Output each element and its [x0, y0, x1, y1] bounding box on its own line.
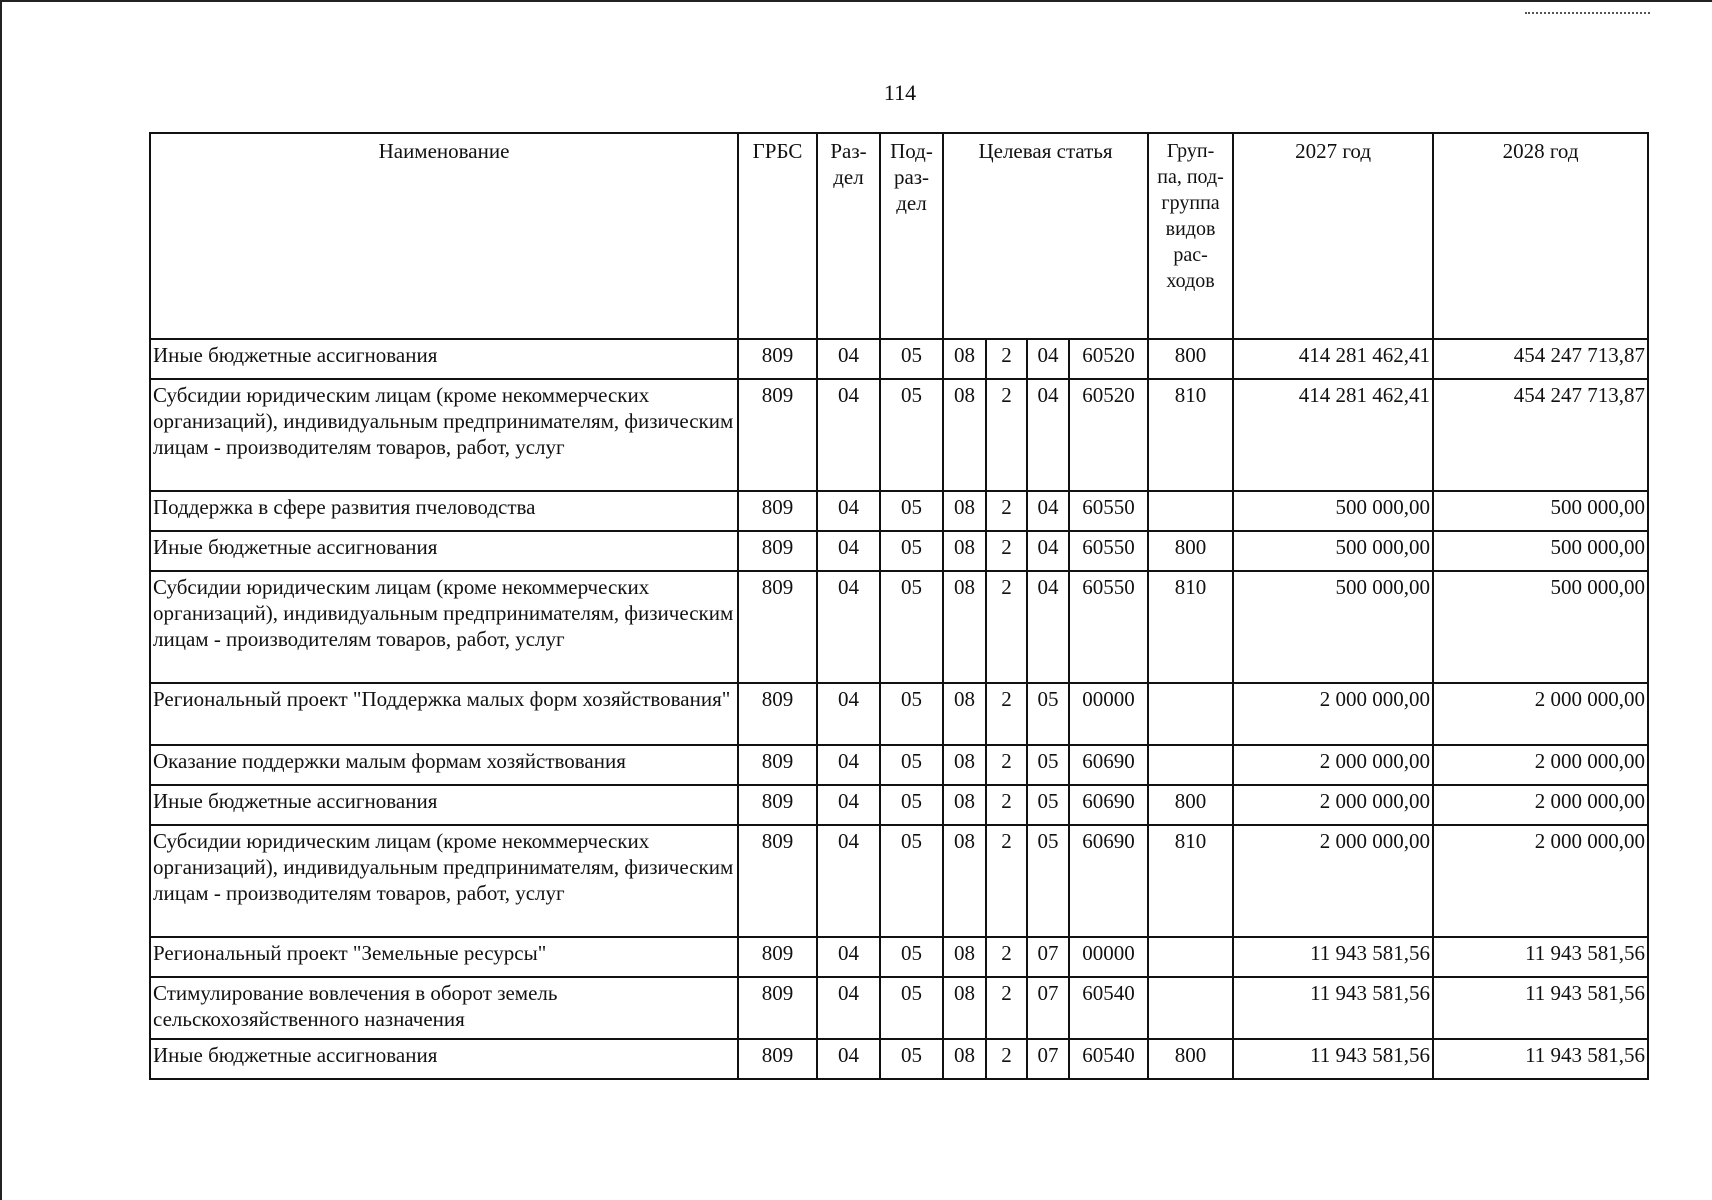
- table-cell-target-direction: 00000: [1069, 937, 1148, 977]
- table-cell-target-type: 2: [986, 1039, 1027, 1079]
- table-cell-target-type: 2: [986, 491, 1027, 531]
- table-cell-name: Оказание поддержки малым формам хозяйствования: [150, 745, 738, 785]
- table-cell-name: Субсидии юридическим лицам (кроме некоммерческих организаций), индивидуальным предпринимателям, физическим лицам - производителям товаров, работ, услуг: [150, 379, 738, 491]
- table-cell-2028: 500 000,00: [1433, 491, 1648, 531]
- table-cell-podrazdel: 05: [880, 937, 943, 977]
- table-cell-expense-group: [1148, 977, 1233, 1039]
- table-cell-name: Иные бюджетные ассигнования: [150, 531, 738, 571]
- scan-border-left: [0, 0, 2, 1200]
- table-cell-target-program: 08: [943, 977, 986, 1039]
- table-row: [150, 745, 1648, 785]
- table-cell-2027: 11 943 581,56: [1233, 937, 1433, 977]
- table-cell-grbs: 809: [738, 491, 817, 531]
- table-cell-name: Поддержка в сфере развития пчеловодства: [150, 491, 738, 531]
- table-cell-target-program: 08: [943, 491, 986, 531]
- table-cell-target-element: 05: [1027, 785, 1069, 825]
- table-cell-podrazdel: 05: [880, 571, 943, 683]
- table-cell-razdel: 04: [817, 531, 880, 571]
- table-cell-2028: 11 943 581,56: [1433, 977, 1648, 1039]
- table-cell-2028: 500 000,00: [1433, 571, 1648, 683]
- table-cell-razdel: 04: [817, 1039, 880, 1079]
- table-cell-expense-group: [1148, 937, 1233, 977]
- table-cell-grbs: 809: [738, 1039, 817, 1079]
- header-podrazdel: Под- раз- дел: [880, 133, 943, 339]
- table-cell-expense-group: [1148, 491, 1233, 531]
- table-cell-target-element: 04: [1027, 379, 1069, 491]
- table-cell-target-type: 2: [986, 937, 1027, 977]
- table-cell-2027: 414 281 462,41: [1233, 379, 1433, 491]
- table-row: [150, 1039, 1648, 1079]
- table-cell-grbs: 809: [738, 379, 817, 491]
- table-body: [150, 339, 1648, 1079]
- table-row: [150, 825, 1648, 937]
- table-cell-target-element: 04: [1027, 339, 1069, 379]
- table-cell-razdel: 04: [817, 491, 880, 531]
- table-row: [150, 339, 1648, 379]
- table-cell-target-program: 08: [943, 745, 986, 785]
- table-cell-podrazdel: 05: [880, 379, 943, 491]
- table-cell-grbs: 809: [738, 683, 817, 745]
- table-cell-2028: 2 000 000,00: [1433, 683, 1648, 745]
- table-cell-razdel: 04: [817, 745, 880, 785]
- table-header-row: [150, 133, 1648, 339]
- table-row: [150, 491, 1648, 531]
- table-row: [150, 379, 1648, 491]
- table-cell-target-type: 2: [986, 571, 1027, 683]
- table-cell-razdel: 04: [817, 339, 880, 379]
- table-cell-target-direction: 60690: [1069, 785, 1148, 825]
- table-row: [150, 937, 1648, 977]
- header-grbs: ГРБС: [738, 133, 817, 339]
- table-cell-2028: 11 943 581,56: [1433, 937, 1648, 977]
- table-cell-name: Иные бюджетные ассигнования: [150, 339, 738, 379]
- table-cell-grbs: 809: [738, 785, 817, 825]
- header-2028: 2028 год: [1433, 133, 1648, 339]
- table-cell-target-element: 05: [1027, 745, 1069, 785]
- table-cell-target-program: 08: [943, 339, 986, 379]
- budget-table: [149, 132, 1649, 1080]
- table-cell-podrazdel: 05: [880, 683, 943, 745]
- table-cell-target-program: 08: [943, 683, 986, 745]
- table-cell-target-program: 08: [943, 1039, 986, 1079]
- table-cell-expense-group: 800: [1148, 339, 1233, 379]
- table-cell-2028: 2 000 000,00: [1433, 785, 1648, 825]
- table-cell-target-direction: 60550: [1069, 531, 1148, 571]
- table-cell-target-type: 2: [986, 683, 1027, 745]
- table-cell-target-type: 2: [986, 825, 1027, 937]
- table-cell-target-element: 04: [1027, 571, 1069, 683]
- table-cell-target-type: 2: [986, 339, 1027, 379]
- table-cell-expense-group: [1148, 745, 1233, 785]
- table-row: [150, 785, 1648, 825]
- table-cell-grbs: 809: [738, 977, 817, 1039]
- table-cell-2027: 11 943 581,56: [1233, 977, 1433, 1039]
- table-row: [150, 571, 1648, 683]
- table-row: [150, 683, 1648, 745]
- table-cell-grbs: 809: [738, 825, 817, 937]
- table-cell-2027: 11 943 581,56: [1233, 1039, 1433, 1079]
- table-cell-podrazdel: 05: [880, 1039, 943, 1079]
- table-cell-2027: 414 281 462,41: [1233, 339, 1433, 379]
- table-cell-name: Субсидии юридическим лицам (кроме некоммерческих организаций), индивидуальным предпринимателям, физическим лицам - производителям товаров, работ, услуг: [150, 571, 738, 683]
- table-cell-podrazdel: 05: [880, 977, 943, 1039]
- table-cell-2027: 2 000 000,00: [1233, 745, 1433, 785]
- table-cell-2028: 454 247 713,87: [1433, 339, 1648, 379]
- table-cell-target-direction: 60540: [1069, 977, 1148, 1039]
- table-cell-grbs: 809: [738, 571, 817, 683]
- table-cell-target-direction: 60540: [1069, 1039, 1148, 1079]
- table-cell-expense-group: [1148, 683, 1233, 745]
- table-cell-2028: 500 000,00: [1433, 531, 1648, 571]
- table-cell-name: Субсидии юридическим лицам (кроме некоммерческих организаций), индивидуальным предпринимателям, физическим лицам - производителям товаров, работ, услуг: [150, 825, 738, 937]
- table-cell-target-type: 2: [986, 977, 1027, 1039]
- table-cell-target-element: 07: [1027, 977, 1069, 1039]
- table-cell-expense-group: 810: [1148, 825, 1233, 937]
- table-cell-razdel: 04: [817, 571, 880, 683]
- table-cell-2028: 11 943 581,56: [1433, 1039, 1648, 1079]
- table-cell-target-type: 2: [986, 531, 1027, 571]
- header-target-article: Целевая статья: [943, 133, 1148, 339]
- table-cell-razdel: 04: [817, 825, 880, 937]
- table-cell-target-program: 08: [943, 785, 986, 825]
- table-cell-name: Иные бюджетные ассигнования: [150, 1039, 738, 1079]
- table-cell-target-program: 08: [943, 571, 986, 683]
- table-cell-podrazdel: 05: [880, 531, 943, 571]
- table-cell-target-element: 05: [1027, 825, 1069, 937]
- table-cell-expense-group: 800: [1148, 531, 1233, 571]
- table-cell-razdel: 04: [817, 683, 880, 745]
- table-cell-name: Региональный проект "Земельные ресурсы": [150, 937, 738, 977]
- table-cell-name: Стимулирование вовлечения в оборот земель сельскохозяйственного назначения: [150, 977, 738, 1039]
- table-cell-podrazdel: 05: [880, 491, 943, 531]
- table-row: [150, 531, 1648, 571]
- table-cell-target-type: 2: [986, 785, 1027, 825]
- table-cell-target-program: 08: [943, 531, 986, 571]
- table-cell-2027: 2 000 000,00: [1233, 683, 1433, 745]
- table-cell-podrazdel: 05: [880, 825, 943, 937]
- table-cell-name: Региональный проект "Поддержка малых форм хозяйствования": [150, 683, 738, 745]
- table-cell-target-type: 2: [986, 745, 1027, 785]
- table-cell-grbs: 809: [738, 937, 817, 977]
- table-cell-expense-group: 810: [1148, 571, 1233, 683]
- table-cell-target-program: 08: [943, 937, 986, 977]
- table-cell-2027: 500 000,00: [1233, 531, 1433, 571]
- table-cell-2027: 500 000,00: [1233, 491, 1433, 531]
- table-cell-target-direction: 60520: [1069, 379, 1148, 491]
- scan-artifact-dots: [1525, 12, 1650, 20]
- table-cell-name: Иные бюджетные ассигнования: [150, 785, 738, 825]
- table-cell-grbs: 809: [738, 745, 817, 785]
- table-cell-razdel: 04: [817, 785, 880, 825]
- page-number: 114: [883, 80, 917, 105]
- table-cell-expense-group: 800: [1148, 1039, 1233, 1079]
- table-cell-target-direction: 60690: [1069, 825, 1148, 937]
- table-cell-podrazdel: 05: [880, 745, 943, 785]
- table-cell-target-type: 2: [986, 379, 1027, 491]
- table-row: [150, 977, 1648, 1039]
- table-cell-target-direction: 60550: [1069, 571, 1148, 683]
- table-cell-target-element: 07: [1027, 937, 1069, 977]
- table-cell-target-element: 05: [1027, 683, 1069, 745]
- table-cell-target-program: 08: [943, 379, 986, 491]
- table-cell-2027: 2 000 000,00: [1233, 785, 1433, 825]
- table-cell-2028: 2 000 000,00: [1433, 825, 1648, 937]
- header-2027: 2027 год: [1233, 133, 1433, 339]
- table-cell-2027: 2 000 000,00: [1233, 825, 1433, 937]
- table-cell-2028: 2 000 000,00: [1433, 745, 1648, 785]
- table-cell-grbs: 809: [738, 339, 817, 379]
- table-cell-2028: 454 247 713,87: [1433, 379, 1648, 491]
- scan-border-top: [0, 0, 1712, 2]
- table-cell-target-direction: 60550: [1069, 491, 1148, 531]
- header-expense-group: Груп- па, под- группа видов рас- ходов: [1148, 133, 1233, 339]
- table-cell-expense-group: 810: [1148, 379, 1233, 491]
- table-cell-target-direction: 60690: [1069, 745, 1148, 785]
- table-cell-expense-group: 800: [1148, 785, 1233, 825]
- table-cell-2027: 500 000,00: [1233, 571, 1433, 683]
- table-cell-target-element: 07: [1027, 1039, 1069, 1079]
- table-cell-target-element: 04: [1027, 531, 1069, 571]
- table-cell-razdel: 04: [817, 937, 880, 977]
- table-cell-target-element: 04: [1027, 491, 1069, 531]
- table-cell-razdel: 04: [817, 379, 880, 491]
- table-cell-grbs: 809: [738, 531, 817, 571]
- table-cell-podrazdel: 05: [880, 785, 943, 825]
- table-cell-podrazdel: 05: [880, 339, 943, 379]
- header-razdel: Раз- дел: [817, 133, 880, 339]
- table-cell-target-program: 08: [943, 825, 986, 937]
- table-cell-target-direction: 60520: [1069, 339, 1148, 379]
- table-cell-razdel: 04: [817, 977, 880, 1039]
- table-cell-target-direction: 00000: [1069, 683, 1148, 745]
- header-name: Наименование: [150, 133, 738, 339]
